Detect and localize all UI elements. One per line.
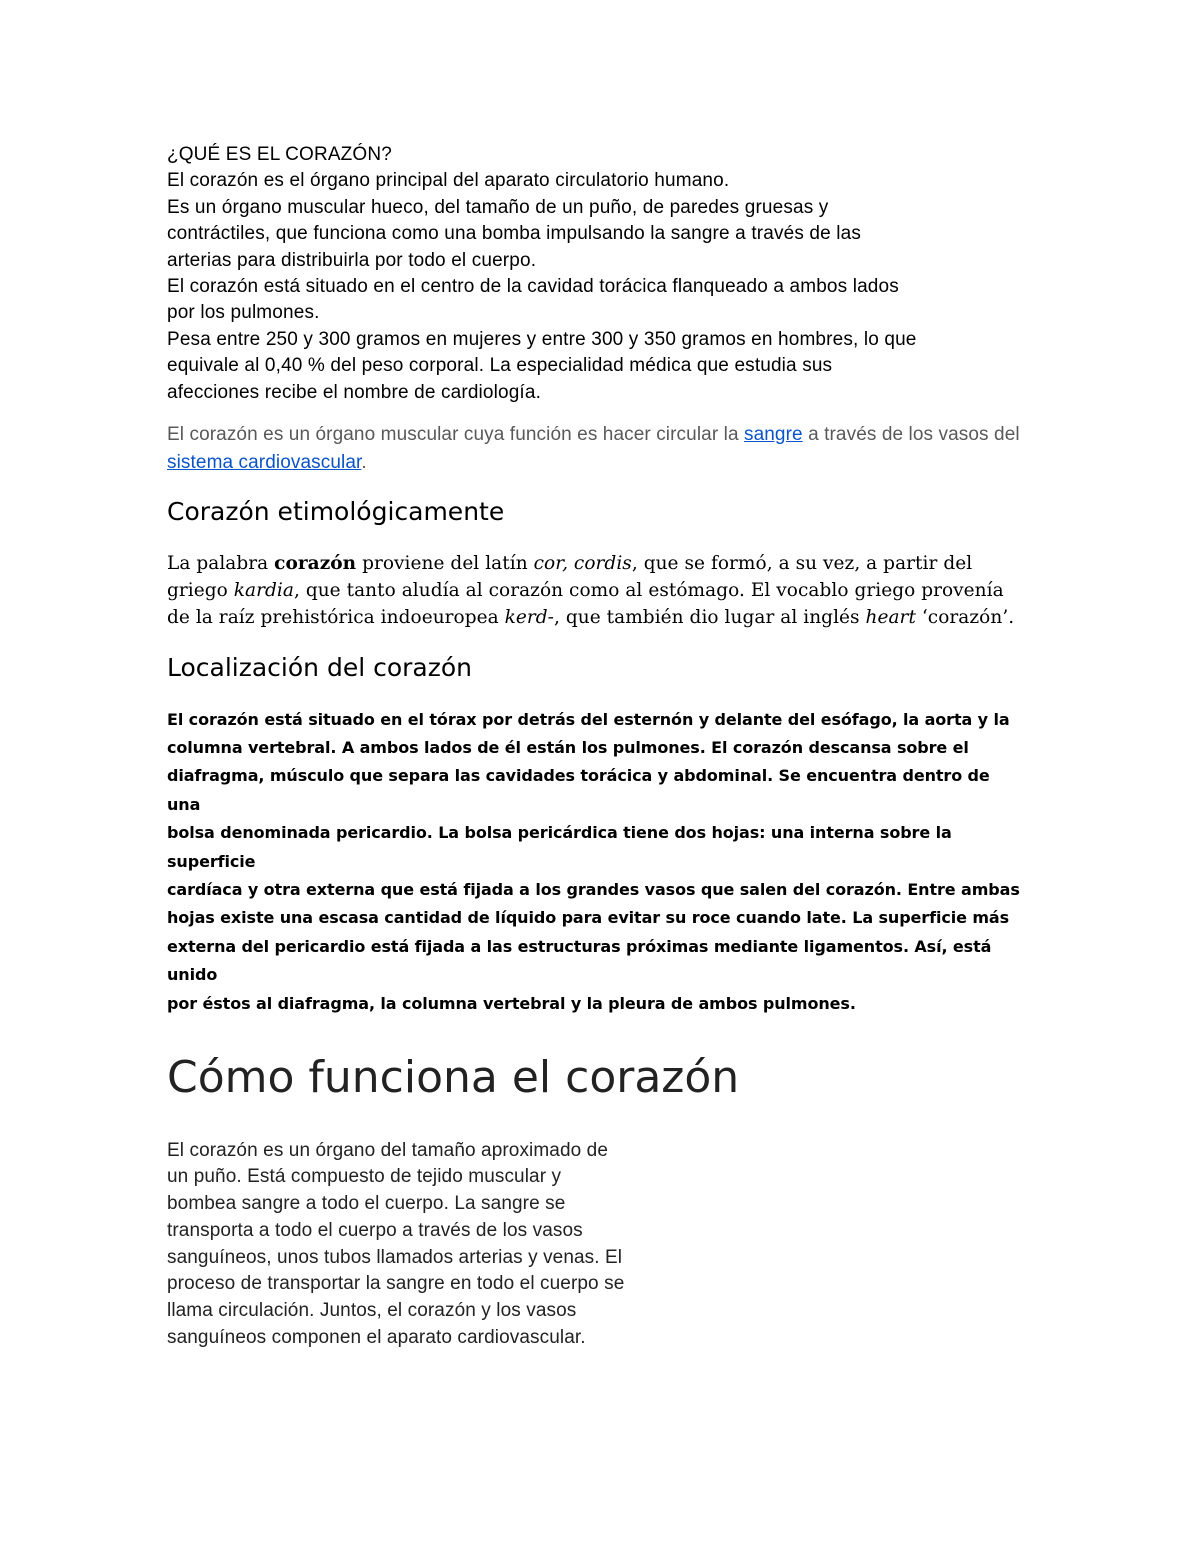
intro-line: contráctiles, que funciona como una bomba impulsando la sangre a través de las	[167, 223, 861, 245]
etymology-italic-term: kardia	[233, 579, 294, 601]
etymology-italic-term: heart	[865, 606, 916, 628]
function-line: proceso de transportar la sangre en todo el cuerpo se	[167, 1273, 625, 1295]
location-line: columna vertebral. A ambos lados de él están los pulmones. El corazón descansa sobre el	[167, 737, 969, 757]
intro-line: Pesa entre 250 y 300 gramos en mujeres y entre 300 y 350 gramos en hombres, lo que	[167, 328, 917, 350]
location-heading: Localización del corazón	[167, 652, 473, 682]
intro-line: El corazón está situado en el centro de la cavidad torácica flanqueado a ambos lados	[167, 276, 899, 298]
intro-line: por los pulmones.	[167, 302, 320, 324]
etymology-text: La palabra	[167, 552, 275, 574]
etymology-italic-term: kerd-	[504, 606, 554, 628]
etymology-heading: Corazón etimológicamente	[167, 497, 505, 527]
function-line: un puño. Está compuesto de tejido muscular y	[167, 1166, 562, 1188]
etymology-paragraph	[167, 550, 1027, 631]
intro-line: Es un órgano muscular hueco, del tamaño de un puño, de paredes gruesas y	[167, 196, 829, 218]
etymology-text: ‘corazón’.	[915, 606, 1015, 628]
summary-note	[167, 421, 1027, 477]
location-line: externa del pericardio está fijada a las estructuras próximas mediante ligamentos. Así, está unido	[167, 936, 992, 985]
intro-line: equivale al 0,40 % del peso corporal. La especialidad médica que estudia sus	[167, 355, 833, 377]
etymology-text: , que se formó, a su vez, a partir del griego	[167, 552, 973, 601]
location-line: cardíaca y otra externa que está fijada a los grandes vasos que salen del corazón. Entre ambas	[167, 880, 1020, 899]
function-line: transporta a todo el cuerpo a través de los vasos	[167, 1219, 583, 1241]
etymology-italic-term: cor, cordis	[533, 552, 632, 574]
location-paragraph	[167, 706, 1027, 1018]
function-line: sanguíneos componen el aparato cardiovascular.	[167, 1327, 586, 1349]
location-line: por éstos al diafragma, la columna vertebral y la pleura de ambos pulmones.	[167, 993, 856, 1013]
intro-line: El corazón es el órgano principal del aparato circulatorio humano.	[167, 170, 730, 192]
intro-line: arterias para distribuirla por todo el cuerpo.	[167, 249, 537, 271]
note-text: a través de los vasos del	[802, 424, 1020, 446]
etymology-text: proviene del latín	[356, 552, 534, 574]
document-page	[167, 142, 1027, 1352]
location-line: hojas existe una escasa cantidad de líquido para evitar su roce cuando late. La superficie más	[167, 908, 1010, 928]
etymology-bold-term: corazón	[274, 552, 357, 574]
intro-line: afecciones recibe el nombre de cardiología.	[167, 381, 541, 403]
note-text: El corazón es un órgano muscular cuya función es hacer circular la	[167, 424, 744, 446]
intro-paragraph	[167, 142, 1027, 406]
location-line: bolsa denominada pericardio. La bolsa pericárdica tiene dos hojas: una interna sobre la superficie	[167, 823, 952, 871]
etymology-text: , que también dio lugar al inglés	[554, 606, 866, 628]
note-text: .	[361, 452, 367, 474]
function-line: llama circulación. Juntos, el corazón y los vasos	[167, 1300, 577, 1322]
etymology-text: , que tanto aludía al corazón como al estómago. El vocablo griego provenía de la raíz prehistórica indoeuropea	[167, 579, 1004, 628]
link-sangre[interactable]: sangre	[744, 424, 803, 446]
location-line: El corazón está situado en el tórax por detrás del esternón y delante del esófago, la aorta y la	[167, 709, 1010, 729]
intro-title: ¿QUÉ ES EL CORAZÓN?	[167, 144, 392, 165]
function-paragraph	[167, 1138, 697, 1352]
function-line: bombea sangre a todo el cuerpo. La sangre se	[167, 1193, 566, 1215]
link-sistema-cardiovascular[interactable]: sistema cardiovascular	[167, 452, 362, 474]
location-line: diafragma, músculo que separa las cavidades torácica y abdominal. Se encuentra dentro de una	[167, 766, 990, 814]
function-line: sanguíneos, unos tubos llamados arterias y venas. El	[167, 1246, 623, 1268]
function-heading: Cómo funciona el corazón	[167, 1052, 740, 1104]
function-line: El corazón es un órgano del tamaño aproximado de	[167, 1139, 609, 1161]
